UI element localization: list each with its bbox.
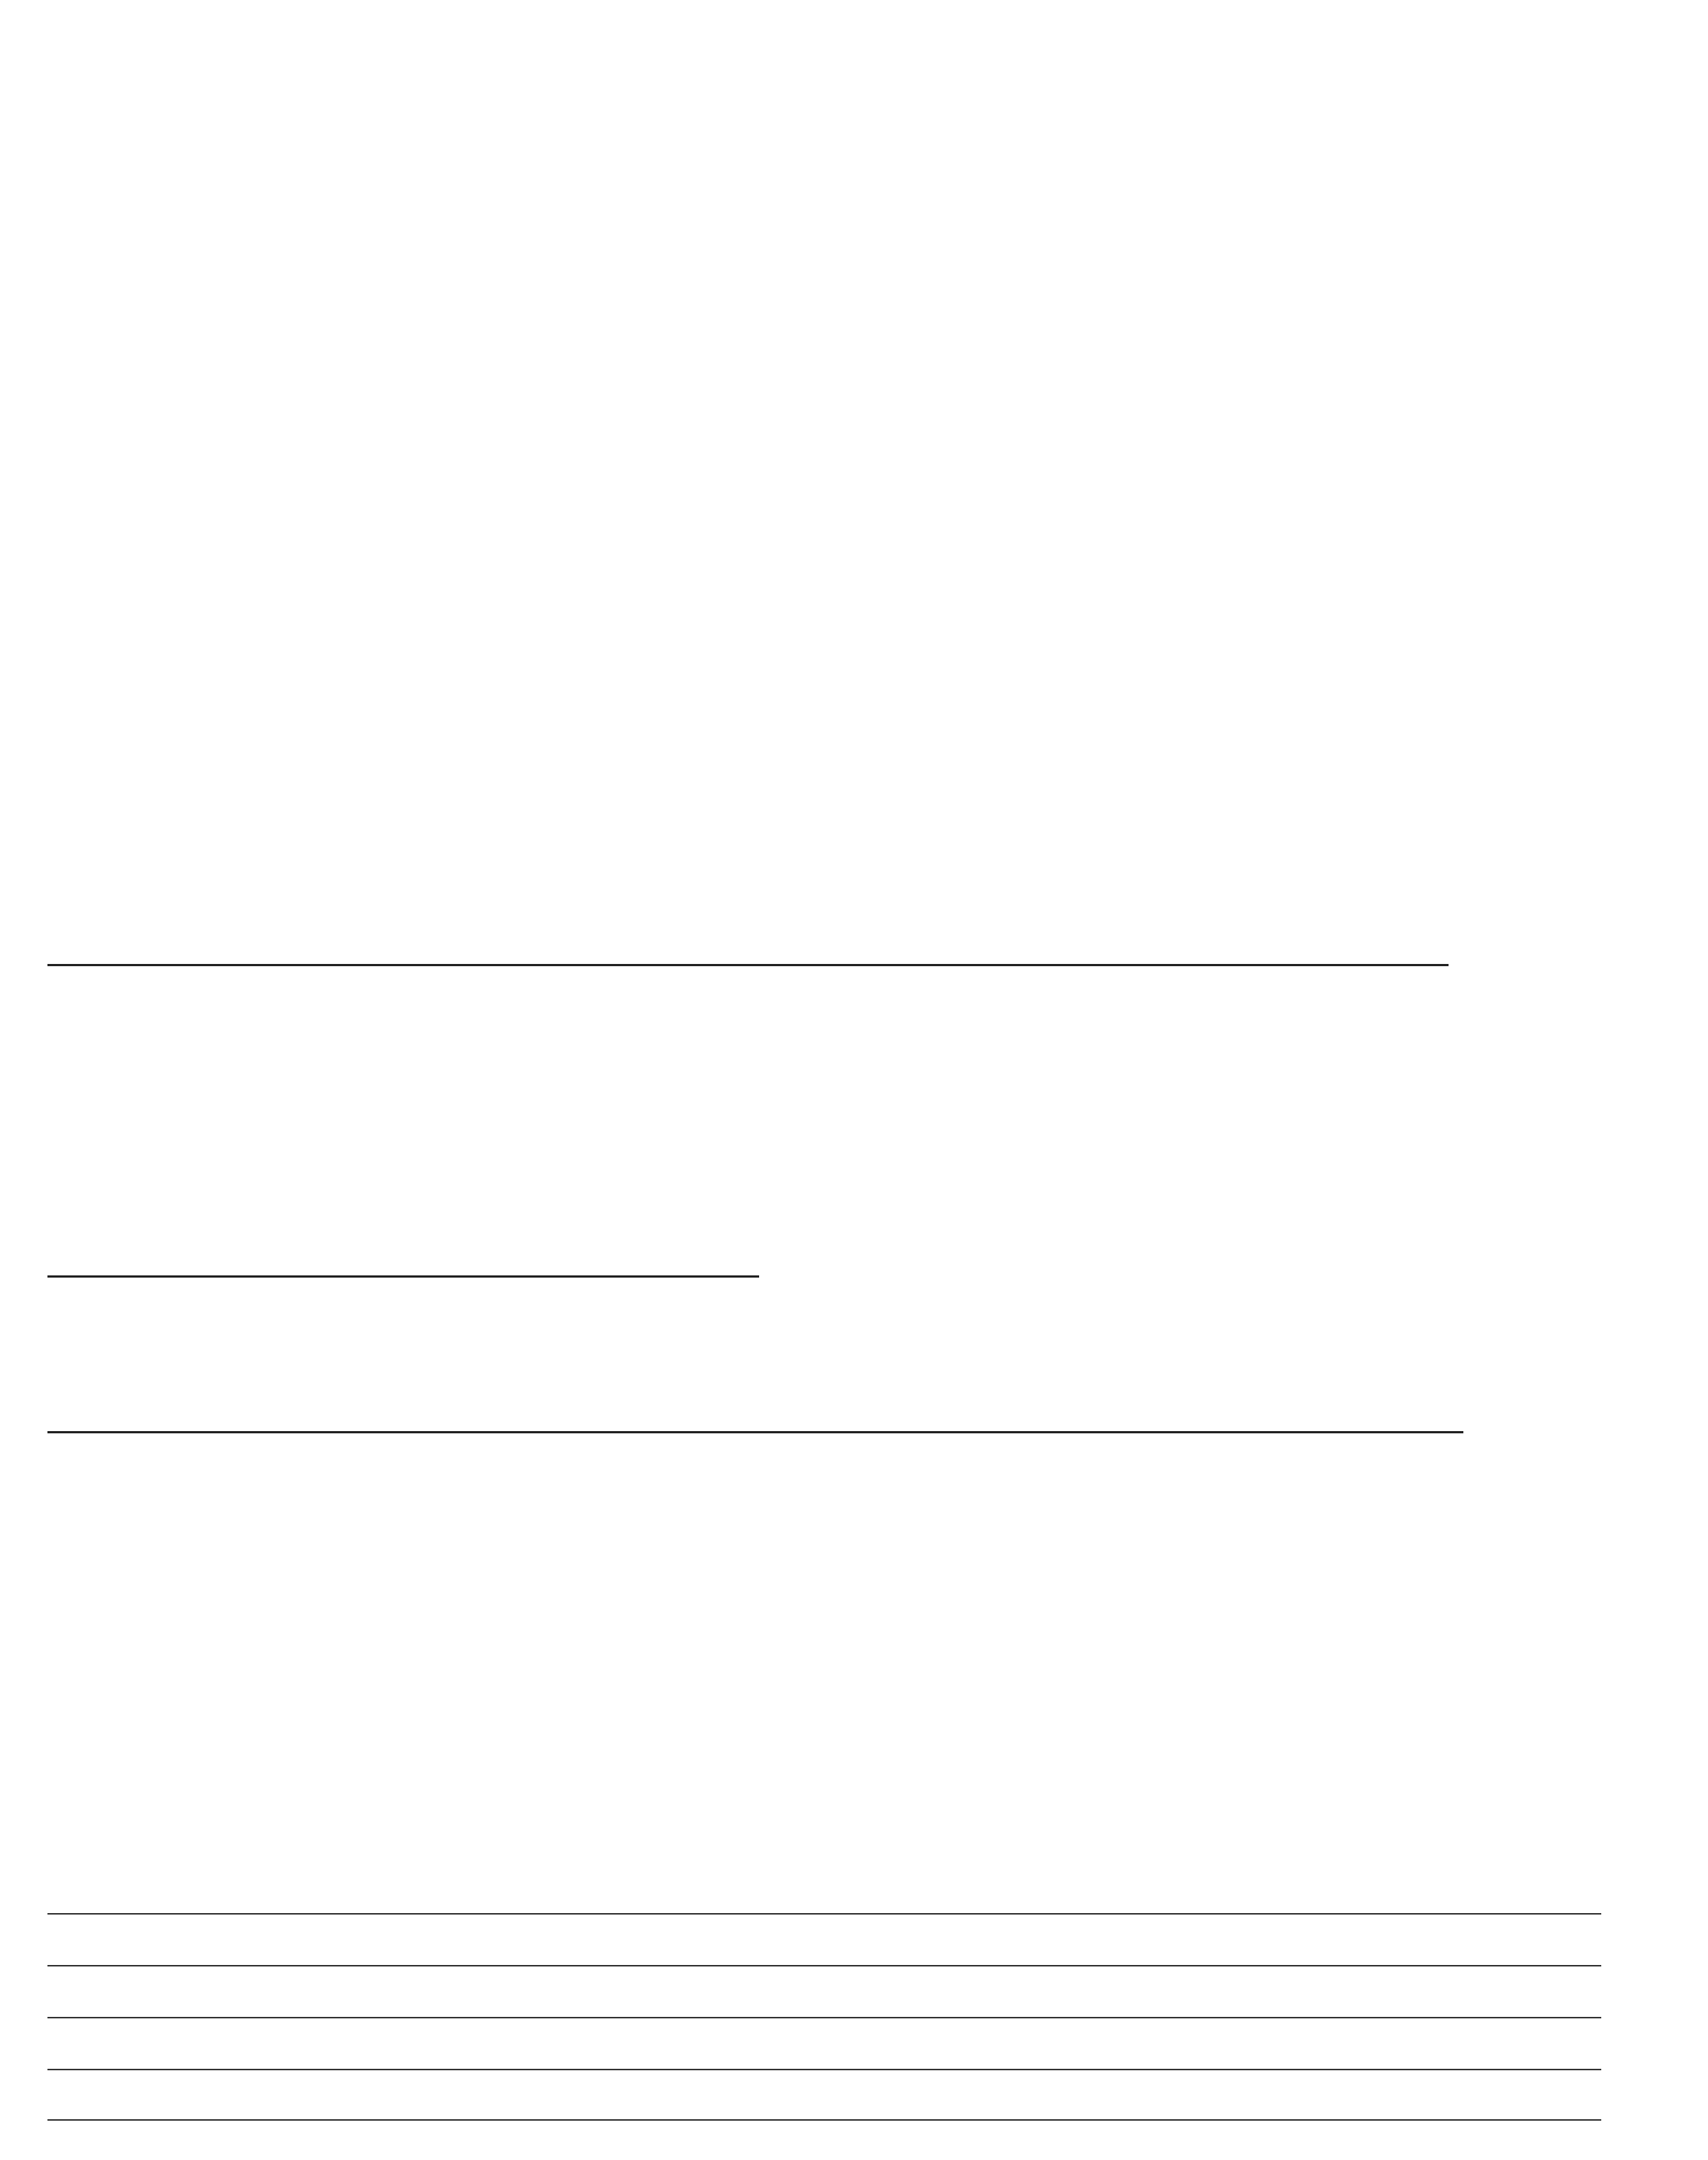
q10-line xyxy=(47,2119,1601,2121)
q7-rule xyxy=(47,1275,759,1278)
q10-line xyxy=(47,1965,1601,1966)
q10-line xyxy=(47,2069,1601,2070)
q10-line xyxy=(47,1913,1601,1915)
q6-rule xyxy=(47,964,1449,966)
q8-rule xyxy=(47,1431,1463,1433)
q10-line xyxy=(47,2017,1601,2018)
